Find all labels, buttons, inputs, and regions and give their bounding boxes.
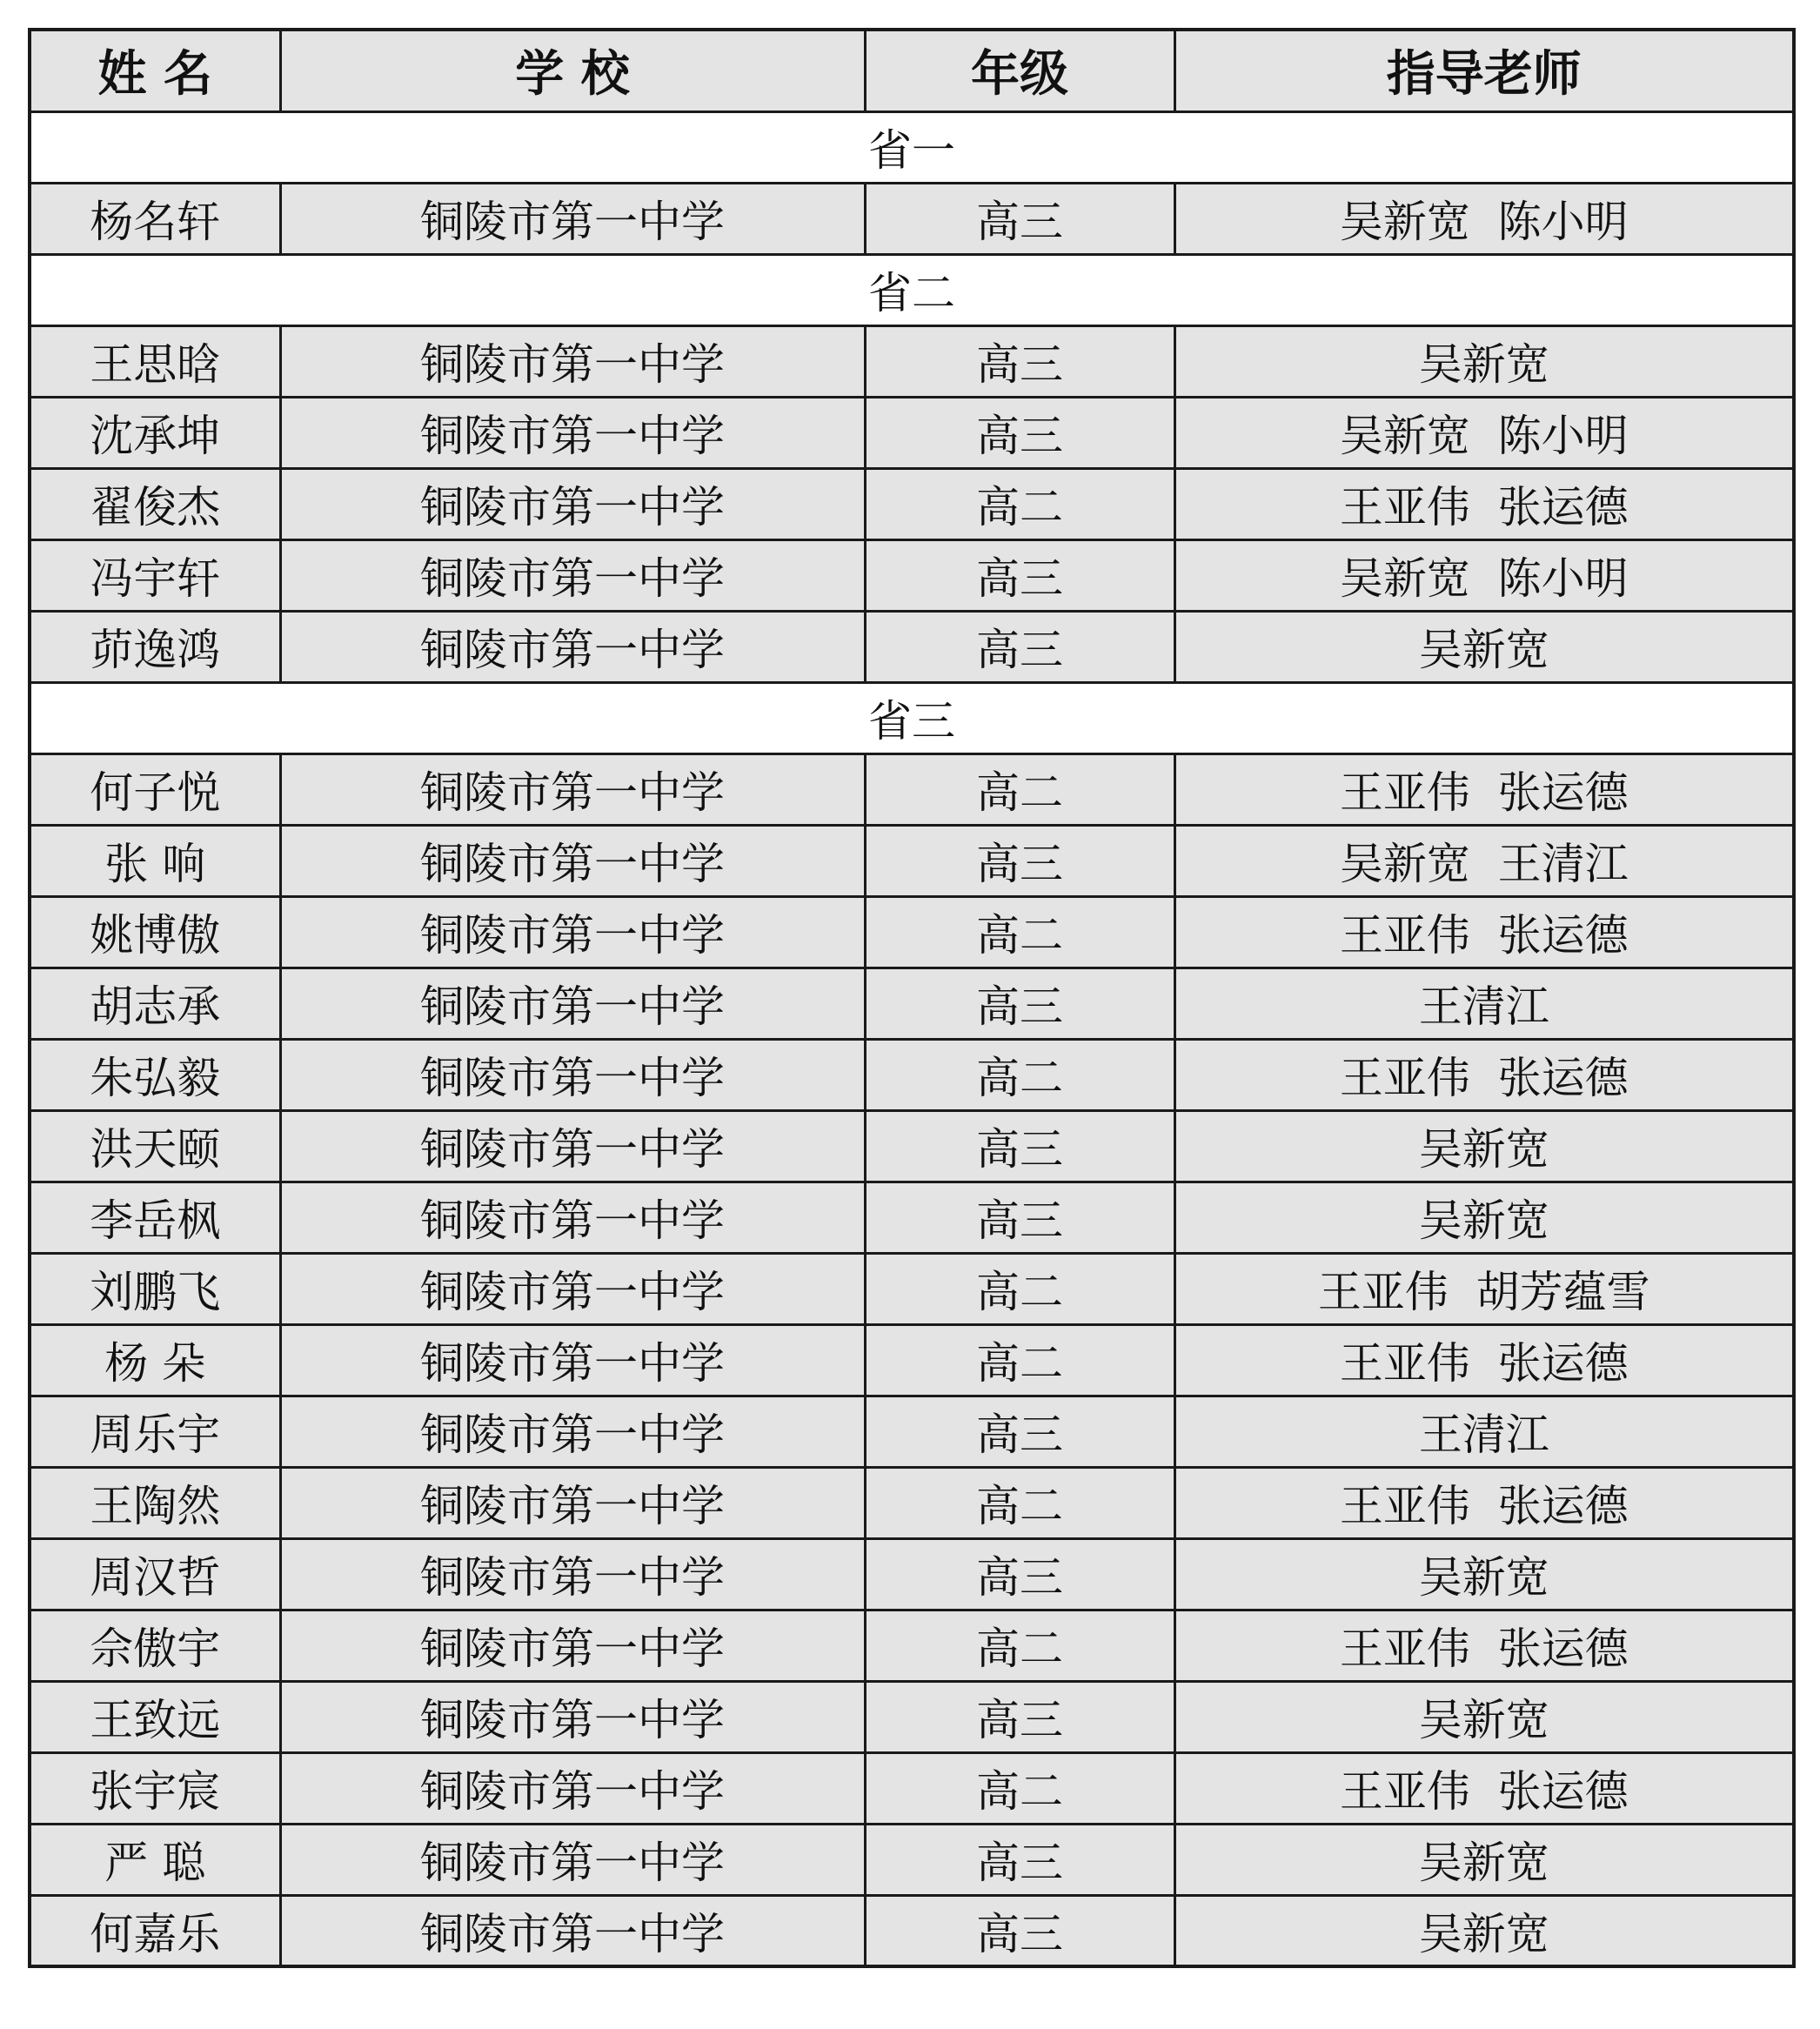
cell-teacher: 吴新宽 陈小明 bbox=[1174, 183, 1794, 254]
cell-name: 王致远 bbox=[30, 1681, 280, 1752]
cell-grade: 高三 bbox=[865, 183, 1174, 254]
table-row bbox=[30, 968, 1794, 1039]
cell-school: 铜陵市第一中学 bbox=[280, 1538, 865, 1610]
cell-grade: 高二 bbox=[865, 468, 1174, 539]
cell-name: 冯宇轩 bbox=[30, 539, 280, 611]
cell-name: 张宇宸 bbox=[30, 1752, 280, 1824]
cell-name: 周乐宇 bbox=[30, 1396, 280, 1467]
cell-teacher: 吴新宽 bbox=[1174, 1681, 1794, 1752]
header-name: 姓 名 bbox=[30, 30, 280, 111]
cell-grade: 高三 bbox=[865, 1824, 1174, 1895]
section-title: 省二 bbox=[30, 254, 1794, 325]
table-row bbox=[30, 753, 1794, 825]
cell-name: 刘鹏飞 bbox=[30, 1253, 280, 1324]
cell-teacher: 吴新宽 bbox=[1174, 1895, 1794, 1966]
cell-grade: 高三 bbox=[865, 825, 1174, 896]
cell-name: 沈承坤 bbox=[30, 397, 280, 468]
cell-name: 周汉哲 bbox=[30, 1538, 280, 1610]
cell-school: 铜陵市第一中学 bbox=[280, 539, 865, 611]
table-row bbox=[30, 825, 1794, 896]
cell-teacher: 吴新宽 bbox=[1174, 1824, 1794, 1895]
cell-school: 铜陵市第一中学 bbox=[280, 397, 865, 468]
table-row bbox=[30, 611, 1794, 682]
table-row bbox=[30, 1182, 1794, 1253]
cell-name: 王思晗 bbox=[30, 325, 280, 397]
cell-grade: 高三 bbox=[865, 325, 1174, 397]
cell-teacher: 王清江 bbox=[1174, 1396, 1794, 1467]
header-row bbox=[30, 30, 1794, 111]
section-header-row bbox=[30, 682, 1794, 753]
cell-teacher: 王亚伟 张运德 bbox=[1174, 1039, 1794, 1110]
cell-name: 严 聪 bbox=[30, 1824, 280, 1895]
cell-school: 铜陵市第一中学 bbox=[280, 1467, 865, 1538]
header-school: 学 校 bbox=[280, 30, 865, 111]
table-body bbox=[30, 111, 1794, 1966]
header-grade: 年级 bbox=[865, 30, 1174, 111]
cell-school: 铜陵市第一中学 bbox=[280, 1253, 865, 1324]
cell-name: 何子悦 bbox=[30, 753, 280, 825]
table-row bbox=[30, 468, 1794, 539]
cell-grade: 高二 bbox=[865, 1752, 1174, 1824]
cell-teacher: 吴新宽 陈小明 bbox=[1174, 539, 1794, 611]
cell-teacher: 王亚伟 张运德 bbox=[1174, 1324, 1794, 1396]
table-row bbox=[30, 1039, 1794, 1110]
table-row bbox=[30, 1538, 1794, 1610]
header-teacher: 指导老师 bbox=[1174, 30, 1794, 111]
cell-grade: 高二 bbox=[865, 1324, 1174, 1396]
cell-school: 铜陵市第一中学 bbox=[280, 183, 865, 254]
cell-grade: 高二 bbox=[865, 753, 1174, 825]
cell-name: 杨名轩 bbox=[30, 183, 280, 254]
cell-grade: 高三 bbox=[865, 1182, 1174, 1253]
cell-school: 铜陵市第一中学 bbox=[280, 468, 865, 539]
cell-teacher: 王亚伟 张运德 bbox=[1174, 468, 1794, 539]
cell-grade: 高三 bbox=[865, 968, 1174, 1039]
table-row bbox=[30, 1467, 1794, 1538]
cell-grade: 高三 bbox=[865, 1895, 1174, 1966]
cell-school: 铜陵市第一中学 bbox=[280, 1824, 865, 1895]
cell-teacher: 王清江 bbox=[1174, 968, 1794, 1039]
cell-school: 铜陵市第一中学 bbox=[280, 1324, 865, 1396]
table-row bbox=[30, 1895, 1794, 1966]
cell-school: 铜陵市第一中学 bbox=[280, 1182, 865, 1253]
section-title: 省三 bbox=[30, 682, 1794, 753]
cell-teacher: 吴新宽 bbox=[1174, 325, 1794, 397]
cell-name: 何嘉乐 bbox=[30, 1895, 280, 1966]
cell-grade: 高二 bbox=[865, 1467, 1174, 1538]
cell-grade: 高三 bbox=[865, 1110, 1174, 1182]
table-row bbox=[30, 1681, 1794, 1752]
cell-school: 铜陵市第一中学 bbox=[280, 1110, 865, 1182]
cell-grade: 高二 bbox=[865, 896, 1174, 968]
cell-teacher: 吴新宽 bbox=[1174, 611, 1794, 682]
cell-grade: 高三 bbox=[865, 539, 1174, 611]
cell-grade: 高三 bbox=[865, 1681, 1174, 1752]
cell-name: 张 响 bbox=[30, 825, 280, 896]
cell-grade: 高二 bbox=[865, 1253, 1174, 1324]
section-header-row bbox=[30, 254, 1794, 325]
table-row bbox=[30, 1324, 1794, 1396]
table-row bbox=[30, 1396, 1794, 1467]
table-row bbox=[30, 183, 1794, 254]
cell-teacher: 王亚伟 张运德 bbox=[1174, 1467, 1794, 1538]
cell-grade: 高三 bbox=[865, 397, 1174, 468]
cell-school: 铜陵市第一中学 bbox=[280, 825, 865, 896]
cell-name: 洪天颐 bbox=[30, 1110, 280, 1182]
cell-teacher: 吴新宽 王清江 bbox=[1174, 825, 1794, 896]
cell-name: 杨 朵 bbox=[30, 1324, 280, 1396]
cell-school: 铜陵市第一中学 bbox=[280, 1610, 865, 1681]
cell-grade: 高三 bbox=[865, 1396, 1174, 1467]
cell-grade: 高二 bbox=[865, 1610, 1174, 1681]
cell-teacher: 王亚伟 张运德 bbox=[1174, 896, 1794, 968]
cell-grade: 高三 bbox=[865, 1538, 1174, 1610]
cell-teacher: 王亚伟 张运德 bbox=[1174, 1752, 1794, 1824]
cell-school: 铜陵市第一中学 bbox=[280, 1895, 865, 1966]
table-row bbox=[30, 539, 1794, 611]
section-title: 省一 bbox=[30, 111, 1794, 183]
cell-school: 铜陵市第一中学 bbox=[280, 1396, 865, 1467]
cell-name: 茆逸鸿 bbox=[30, 611, 280, 682]
table-row bbox=[30, 1610, 1794, 1681]
cell-name: 胡志承 bbox=[30, 968, 280, 1039]
cell-school: 铜陵市第一中学 bbox=[280, 896, 865, 968]
section-header-row bbox=[30, 111, 1794, 183]
award-table bbox=[28, 28, 1796, 1968]
cell-grade: 高二 bbox=[865, 1039, 1174, 1110]
cell-school: 铜陵市第一中学 bbox=[280, 1752, 865, 1824]
table-row bbox=[30, 1253, 1794, 1324]
cell-teacher: 王亚伟 张运德 bbox=[1174, 1610, 1794, 1681]
cell-name: 王陶然 bbox=[30, 1467, 280, 1538]
cell-school: 铜陵市第一中学 bbox=[280, 1039, 865, 1110]
cell-name: 佘傲宇 bbox=[30, 1610, 280, 1681]
cell-name: 李岳枫 bbox=[30, 1182, 280, 1253]
cell-teacher: 吴新宽 bbox=[1174, 1182, 1794, 1253]
cell-school: 铜陵市第一中学 bbox=[280, 611, 865, 682]
cell-school: 铜陵市第一中学 bbox=[280, 325, 865, 397]
cell-teacher: 吴新宽 bbox=[1174, 1538, 1794, 1610]
table-row bbox=[30, 1752, 1794, 1824]
table-row bbox=[30, 325, 1794, 397]
cell-teacher: 王亚伟 张运德 bbox=[1174, 753, 1794, 825]
table-row bbox=[30, 1110, 1794, 1182]
cell-name: 翟俊杰 bbox=[30, 468, 280, 539]
cell-name: 朱弘毅 bbox=[30, 1039, 280, 1110]
cell-teacher: 吴新宽 bbox=[1174, 1110, 1794, 1182]
table-row bbox=[30, 397, 1794, 468]
cell-teacher: 吴新宽 陈小明 bbox=[1174, 397, 1794, 468]
cell-name: 姚博傲 bbox=[30, 896, 280, 968]
cell-grade: 高三 bbox=[865, 611, 1174, 682]
table-row bbox=[30, 896, 1794, 968]
cell-school: 铜陵市第一中学 bbox=[280, 1681, 865, 1752]
cell-school: 铜陵市第一中学 bbox=[280, 968, 865, 1039]
cell-school: 铜陵市第一中学 bbox=[280, 753, 865, 825]
cell-teacher: 王亚伟 胡芳蕴雪 bbox=[1174, 1253, 1794, 1324]
table-row bbox=[30, 1824, 1794, 1895]
